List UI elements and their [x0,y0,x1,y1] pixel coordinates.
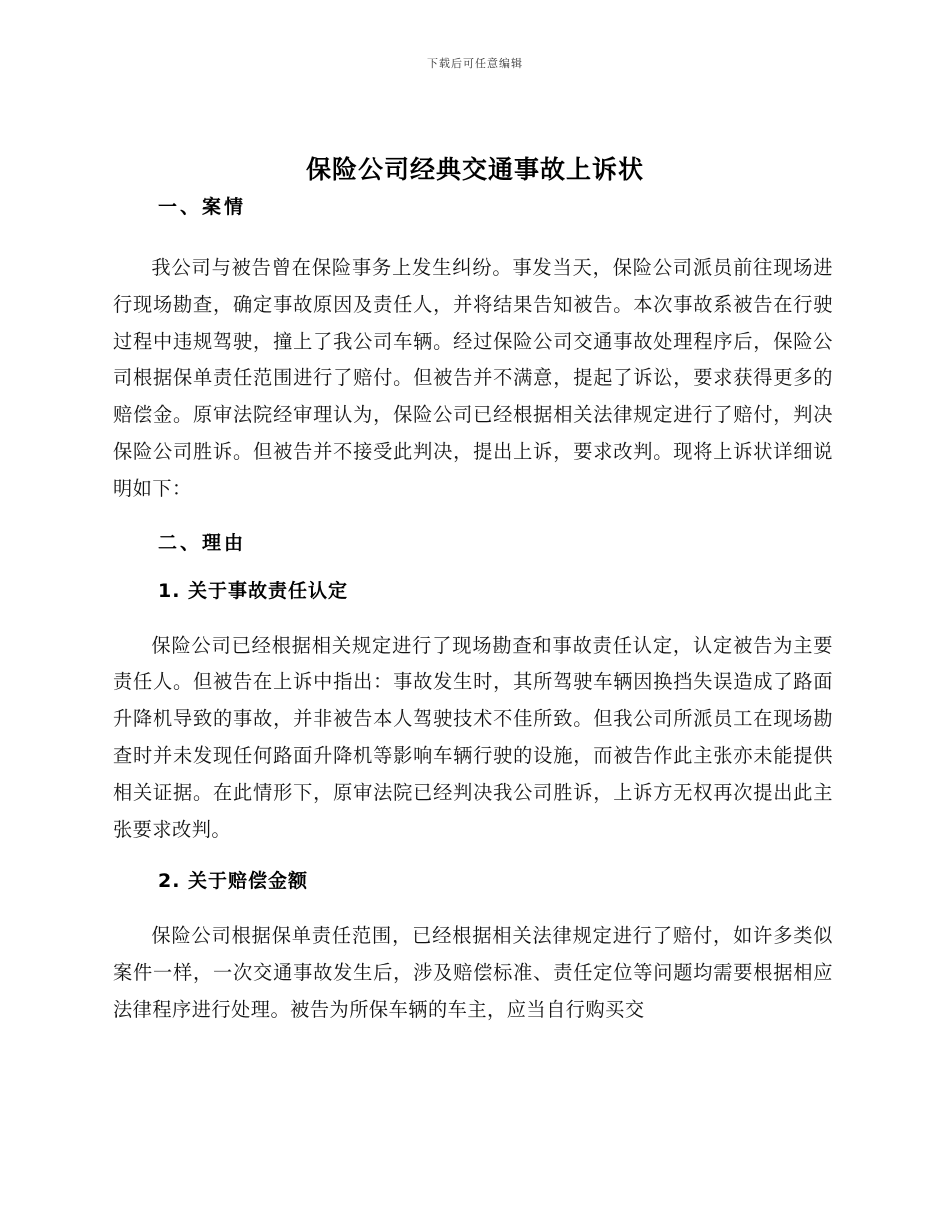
document-body [113,192,833,1029]
page-header: 下载后可任意编辑 [427,57,523,70]
section-heading-reasons: 二、理由 [158,531,247,554]
subheading-liability: 1. 关于事故责任认定 [158,579,349,602]
paragraph-compensation: 保险公司根据保单责任范围，已经根据相关法律规定进行了赔付，如许多类似案件一样，一次交通事故发生后，涉及赔偿标准、责任定位等问题均需要根据相应法律程序进行处理。被告为所保车辆的车主，应当自行购买交 [113,924,833,1021]
subheading-compensation: 2. 关于赔偿金额 [158,870,309,893]
document-title: 保险公司经典交通事故上诉状 [305,155,644,184]
paragraph-case: 我公司与被告曾在保险事务上发生纠纷。事发当天，保险公司派员前往现场进行现场勘查，确定事故原因及责任人，并将结果告知被告。本次事故系被告在行驶过程中违规驾驶，撞上了我公司车辆。经过保险公司交通事故处理程序后，保险公司根据保单责任范围进行了赔付。但被告并不满意，提起了诉讼，要求获得更多的赔偿金。原审法院经审理认为，保险公司已经根据相关法律规定进行了赔付，判决保险公司胜诉。但被告并不接受此判决，提出上诉，要求改判。现将上诉状详细说明如下： [113,256,833,500]
section-heading-case: 一、案情 [158,196,247,218]
paragraph-liability: 保险公司已经根据相关规定进行了现场勘查和事故责任认定，认定被告为主要责任人。但被告在上诉中指出：事故发生时，其所驾驶车辆因换挡失误造成了路面升降机导致的事故，并非被告本人驾驶技术不佳所致。但我公司所派员工在现场勘查时并未发现任何路面升降机等影响车辆行驶的设施，而被告作此主张亦未能提供相关证据。在此情形下，原审法院已经判决我公司胜诉，上诉方无权再次提出此主张要求改判。 [113,633,833,841]
